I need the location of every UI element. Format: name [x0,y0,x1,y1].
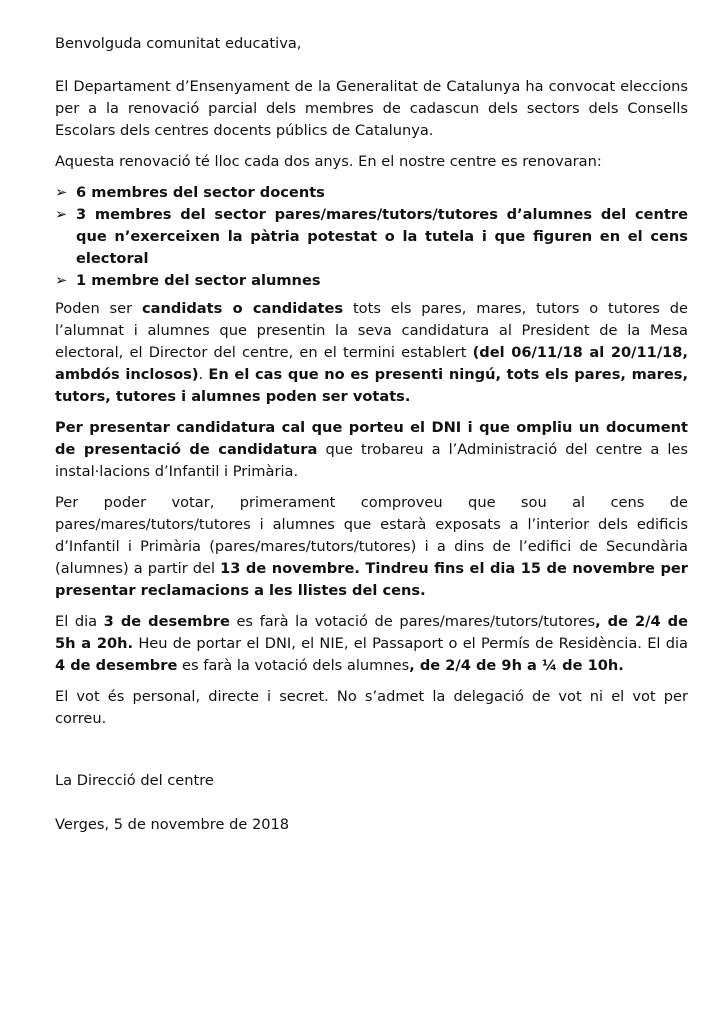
list-item [55,182,688,204]
arrowhead-right-icon: ➢ [55,184,68,201]
paragraph [55,492,688,602]
bold-text: (del 06/11/18 al 20/11/18, ambdós inclosos) [55,344,689,383]
bold-text: , de 2/4 de 9h a ¼ de 10h. [409,657,624,674]
bold-text: , de 2/4 de 5h a 20h. [55,613,688,652]
bold-text: Per presentar candidatura cal que porteu el DNI i que ompliu un document de presentació de candidatura [55,419,688,458]
bold-text: 13 de novembre. Tindreu fins el dia 15 de novembre per presentar reclamacions a les llistes del cens. [55,560,688,599]
text: tots els pares, mares, tutors o tutores de l’alumnat i alumnes que presentin la seva candidatura al President de la Mesa electoral, el Director del centre, en el termini establert [55,300,688,361]
list-item-text: 3 membres del sector pares/mares/tutors/tutores d’alumnes del centre que n’exerceixen la pàtria potestat o la tutela i que figuren en el cens electoral [76,206,688,267]
bold-text: En el cas que no es presenti ningú, tots els pares, mares, tutors, tutores i alumnes poden ser votats. [55,366,688,405]
intro-paragraphs [55,76,688,173]
paragraph [55,298,688,408]
bold-text: candidats o candidates [142,300,344,317]
greeting: Benvolguda comunitat educativa, [55,35,302,52]
list-item-text: 6 membres del sector docents [76,184,325,201]
sector-list [55,182,688,292]
place-date: Verges, 5 de novembre de 2018 [55,816,290,833]
signature: La Direcció del centre [55,772,214,789]
text: El dia [55,613,104,630]
text: que trobareu a l’Administració del centre a les instal·lacions d’Infantil i Primària. [55,441,689,480]
paragraph [55,76,688,142]
list-item-text: 1 membre del sector alumnes [76,272,321,289]
paragraph [55,417,688,483]
text: El Departament d’Ensenyament de la Generalitat de Catalunya ha convocat eleccions per a la renovació parcial dels membres de cadascun dels sectors dels Consells Escolars dels centres docents públics de Catalunya. [55,78,688,139]
bold-text: 3 de desembre [103,613,230,630]
arrowhead-right-icon: ➢ [55,272,68,289]
text: Aquesta renovació té lloc cada dos anys. En el nostre centre es renovaran: [55,153,602,170]
list-item [55,204,688,270]
paragraph [55,611,688,677]
text: es farà la votació de pares/mares/tutors/tutores [229,613,596,630]
body-paragraphs [55,298,688,730]
paragraph [55,686,688,730]
text: Heu de portar el DNI, el NIE, el Passaport o el Permís de Residència. El dia [133,635,689,652]
arrowhead-right-icon: ➢ [55,206,68,223]
text: Per poder votar, primerament comproveu que sou al cens de pares/mares/tutors/tutores i alumnes que estarà exposats a l’interior dels edificis d’Infantil i Primària (pares/mares/tutors/tutores) i a dins de l’edifici de Secundària (alumnes) a partir del [55,494,688,577]
letter [55,33,688,845]
text: Poden ser [55,300,142,317]
text: es farà la votació dels alumnes [177,657,410,674]
text: El vot és personal, directe i secret. No s’admet la delegació de vot ni el vot per correu. [55,688,688,727]
list-item [55,270,688,292]
text: . [198,366,209,383]
bold-text: 4 de desembre [55,657,178,674]
paragraph [55,151,688,173]
